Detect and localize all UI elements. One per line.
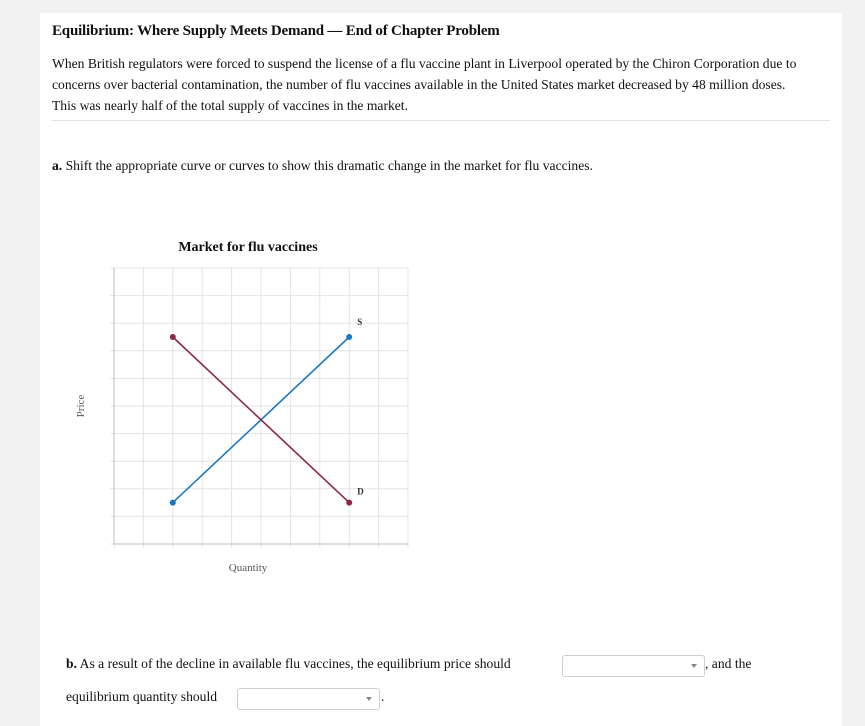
problem-text: When British regulators were forced to suspend the license of a flu vaccine plant in Liverpool operated by the Chiron Corporation due to concerns over bacterial contamination, the number of flu vaccines available in the United States market decreased by 48 million doses. This was nearly half of the total supply of vaccines in the market. [52,56,797,113]
graph-grid [110,268,408,548]
graph-title: Market for flu vaccines [178,240,318,255]
part-b-after2: . [381,689,385,704]
demand-endpoint-handle[interactable] [346,500,352,506]
part-b-after1: , and the [705,656,752,671]
quantity-dropdown[interactable] [237,688,380,710]
part-a-text: Shift the appropriate curve or curves to show this dramatic change in the market for flu vaccines. [65,158,593,173]
supply-endpoint-handle[interactable] [346,334,352,340]
supply-demand-graph[interactable] [40,13,842,726]
chevron-down-icon [691,664,697,668]
supply-endpoint-handle[interactable] [170,500,176,506]
demand-endpoint-handle[interactable] [170,334,176,340]
price-dropdown[interactable] [562,655,705,677]
part-b-line1 [66,656,511,672]
demand-label: D [357,486,364,497]
problem-card [40,13,842,726]
supply-label: S [357,317,363,327]
y-axis-label: Price [75,394,87,418]
part-a-label: a. [52,158,63,173]
part-b-text1: As a result of the decline in available flu vaccines, the equilibrium price should [79,656,511,671]
part-b-label: b. [66,656,77,671]
page-title: Equilibrium: Where Supply Meets Demand — End of Chapter Problem [52,23,500,39]
x-axis-label: Quantity [228,562,268,574]
chevron-down-icon [366,697,372,701]
part-b-text2: equilibrium quantity should [66,689,218,704]
